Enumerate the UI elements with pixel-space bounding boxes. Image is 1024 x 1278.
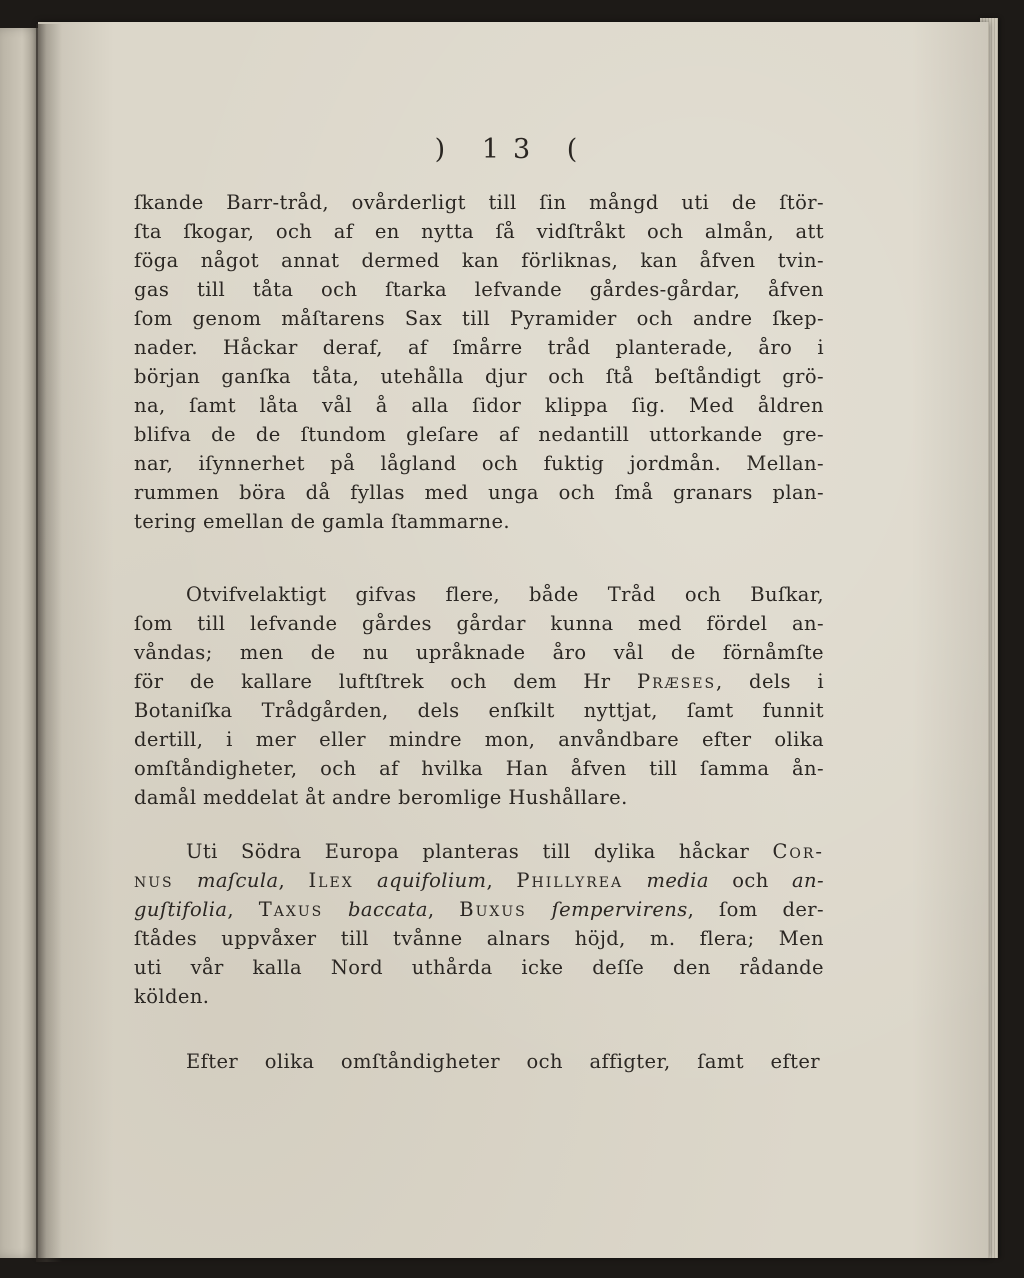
genus-name: Cor- (772, 840, 824, 863)
text-segment: och (708, 869, 793, 892)
text-line: ſkande Barr-tråd, ovårderligt till ſin mångd uti de ſtör- (134, 191, 824, 214)
text-line: början ganſka tåta, utehålla djur och ſtå beſtåndigt grö- (134, 365, 824, 388)
text-line: föga något annat dermed kan förliknas, kan åfven tvin- (134, 249, 824, 272)
text-line: våndas; men de nu upråknade åro vål de förnåmſte (134, 641, 824, 664)
text-line (134, 895, 824, 924)
paragraph-2 (134, 580, 824, 812)
text-line: damål meddelat åt andre beromlige Hushållare. (134, 786, 628, 809)
text-line (134, 866, 824, 895)
species-name: baccata (323, 898, 428, 921)
genus-name: Phillyrea (516, 869, 624, 892)
species-name: ſempervirens (526, 898, 688, 921)
text-line: tering emellan de gamla ſtammarne. (134, 510, 510, 533)
praeses-name: Præses (636, 670, 717, 693)
genus-name: nus (134, 869, 174, 892)
text-line: blifva de de ſtundom gleſare af nedantill uttorkande gre- (134, 423, 824, 446)
text-line: nar, iſynnerhet på lågland och fuktig jordmån. Mellan- (134, 452, 824, 475)
species-name: media (623, 869, 709, 892)
text-line: ſtådes uppvåxer till tvånne alnars höjd, m. flera; Men (134, 927, 824, 950)
paragraph-4 (186, 1047, 820, 1076)
text-segment: Uti Södra Europa planteras till dylika håckar (186, 840, 773, 863)
text-segment: , dels i (716, 670, 824, 693)
paragraph-3 (134, 837, 824, 1011)
paragraph-1 (134, 188, 824, 536)
text-line: ſta ſkogar, och af en nytta ſå vidſtråkt och almån, att (134, 220, 824, 243)
text-segment: för de kallare luftſtrek och dem Hr (134, 670, 637, 693)
species-name: an- (792, 869, 825, 892)
text-line: ſom genom måſtarens Sax till Pyramider och andre ſkep- (134, 307, 824, 330)
text-line: kölden. (134, 985, 210, 1008)
left-page-edge (0, 28, 40, 1258)
genus-name: Taxus (258, 898, 324, 921)
text-line: ſom till lefvande gårdes gårdar kunna med fördel an- (134, 612, 824, 635)
text-segment: , (227, 898, 259, 921)
text-segment: , (278, 869, 309, 892)
text-line-praeses (134, 667, 824, 696)
species-name: guſtifolia (134, 898, 228, 921)
genus-name: Ilex (308, 869, 354, 892)
page-number: 13 (481, 134, 545, 165)
text-line: Botaniſka Trådgården, dels enſkilt nyttjat, ſamt funnit (134, 699, 824, 722)
text-line: nader. Håckar deraf, af ſmårre tråd planterade, åro i (134, 336, 824, 359)
text-line: na, ſamt låta vål å alla ſidor klippa ſig. Med åldren (134, 394, 824, 417)
header-left-mark: ) (434, 134, 460, 165)
header-right-mark: ( (566, 134, 592, 165)
text-line: rummen böra då fyllas med unga och ſmå granars plan- (134, 481, 824, 504)
text-line: omſtåndigheter, och af hvilka Han åfven till ſamma ån- (134, 757, 824, 780)
text-line: Otvifvelaktigt gifvas flere, både Tråd och Buſkar, (186, 583, 824, 606)
text-segment: , (427, 898, 460, 921)
genus-name: Buxus (459, 898, 527, 921)
text-segment: , ſom der- (687, 898, 824, 921)
text-line: Efter olika omſtåndigheter och affigter, ſamt efter (186, 1050, 820, 1073)
species-name: aquifolium (353, 869, 487, 892)
text-line (134, 837, 824, 866)
species-name: maſcula (173, 869, 279, 892)
text-line: uti vår kalla Nord uthårda icke deſſe den rådande (134, 956, 824, 979)
page-header (38, 134, 988, 165)
text-line: gas till tåta och ſtarka lefvande gårdes-gårdar, åfven (134, 278, 824, 301)
book-page (38, 22, 989, 1258)
text-segment: , (486, 869, 517, 892)
text-line: dertill, i mer eller mindre mon, anvåndbare efter olika (134, 728, 824, 751)
